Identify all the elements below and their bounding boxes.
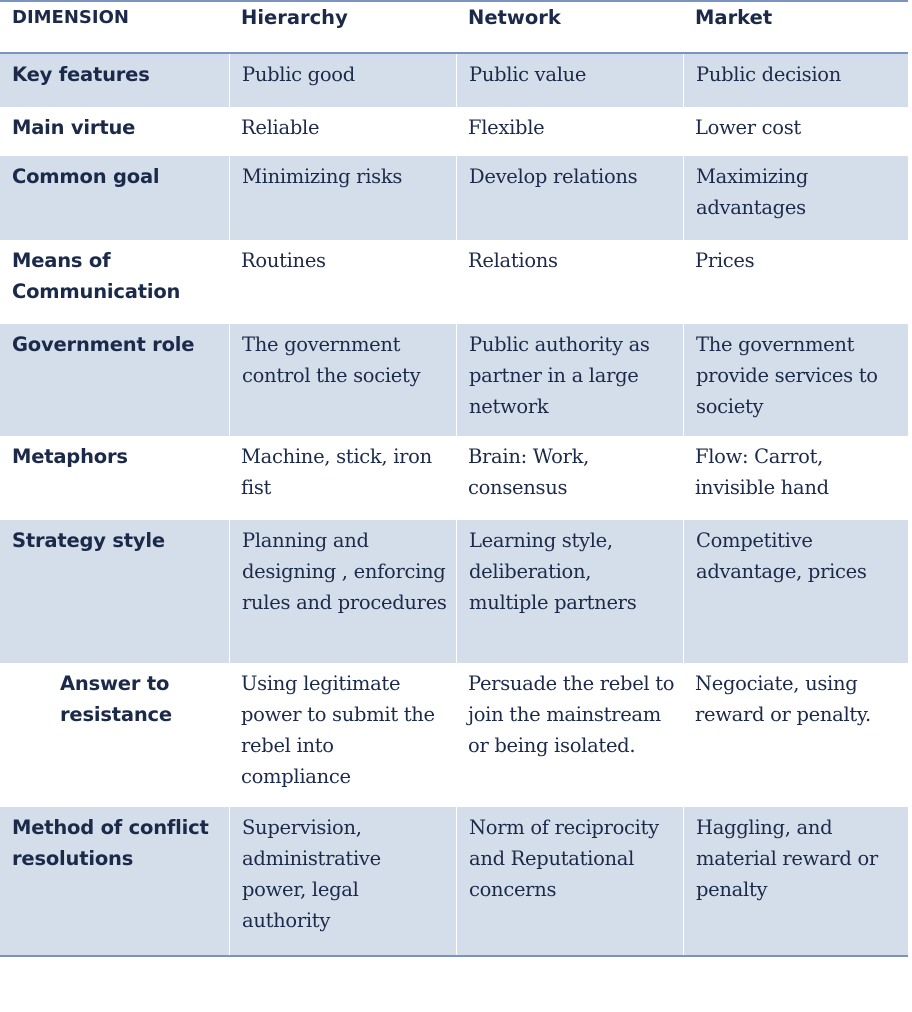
hierarchy-cell: Minimizing risks: [229, 156, 456, 240]
row-label: Metaphors: [12, 445, 128, 468]
row-label: Main virtue: [12, 116, 136, 139]
header-network: Network: [468, 6, 561, 29]
row-label: Government role: [12, 333, 195, 356]
network-cell: Develop relations: [456, 156, 683, 240]
header-market: Market: [695, 6, 773, 29]
market-cell: Lower cost: [695, 116, 801, 139]
market-cell: Flow: Carrot, invisible hand: [695, 445, 829, 499]
market-cell: Competitive advantage, prices: [683, 520, 908, 663]
market-cell: Negociate, using reward or penalty.: [695, 672, 871, 726]
table-row: [0, 436, 908, 520]
network-cell: Learning style, deliberation, multiple partners: [456, 520, 683, 663]
table-row: [0, 240, 908, 324]
hierarchy-cell: Machine, stick, iron fist: [241, 445, 432, 499]
row-label: Common goal: [12, 165, 160, 188]
row-label: Answer to resistance: [60, 672, 172, 726]
hierarchy-cell: Reliable: [241, 116, 320, 139]
table-row: [0, 156, 908, 240]
table-row: [0, 807, 908, 957]
row-label: Key features: [12, 63, 150, 86]
market-cell: Prices: [695, 249, 755, 272]
market-cell: Maximizing advantages: [683, 156, 908, 240]
network-cell: Flexible: [468, 116, 545, 139]
hierarchy-cell: Public good: [229, 54, 456, 107]
network-cell: Public value: [456, 54, 683, 107]
row-label: Means of Communication: [12, 249, 181, 303]
network-cell: Brain: Work, consensus: [468, 445, 590, 499]
hierarchy-cell: Planning and designing , enforcing rules and procedures: [229, 520, 456, 663]
table-row: [0, 520, 908, 663]
table-header-row: [0, 0, 908, 54]
hierarchy-cell: Supervision, administrative power, legal authority: [229, 807, 456, 955]
header-hierarchy: Hierarchy: [241, 6, 348, 29]
market-cell: The government provide services to society: [683, 324, 908, 436]
market-cell: Haggling, and material reward or penalty: [683, 807, 908, 955]
table-row: [0, 324, 908, 436]
hierarchy-cell: Routines: [241, 249, 326, 272]
network-cell: Relations: [468, 249, 558, 272]
market-cell: Public decision: [683, 54, 908, 107]
hierarchy-cell: Using legitimate power to submit the rebel into compliance: [241, 672, 435, 788]
header-dimension: DIMENSION: [12, 7, 129, 28]
row-label: Method of conflict resolutions: [12, 816, 209, 870]
table-row: [0, 107, 908, 156]
row-label: Strategy style: [12, 529, 165, 552]
network-cell: Public authority as partner in a large network: [456, 324, 683, 436]
table-row: [0, 663, 908, 807]
network-cell: Persuade the rebel to join the mainstream or being isolated.: [468, 672, 675, 757]
network-cell: Norm of reciprocity and Reputational concerns: [456, 807, 683, 955]
table-row: [0, 54, 908, 107]
hierarchy-cell: The government control the society: [229, 324, 456, 436]
